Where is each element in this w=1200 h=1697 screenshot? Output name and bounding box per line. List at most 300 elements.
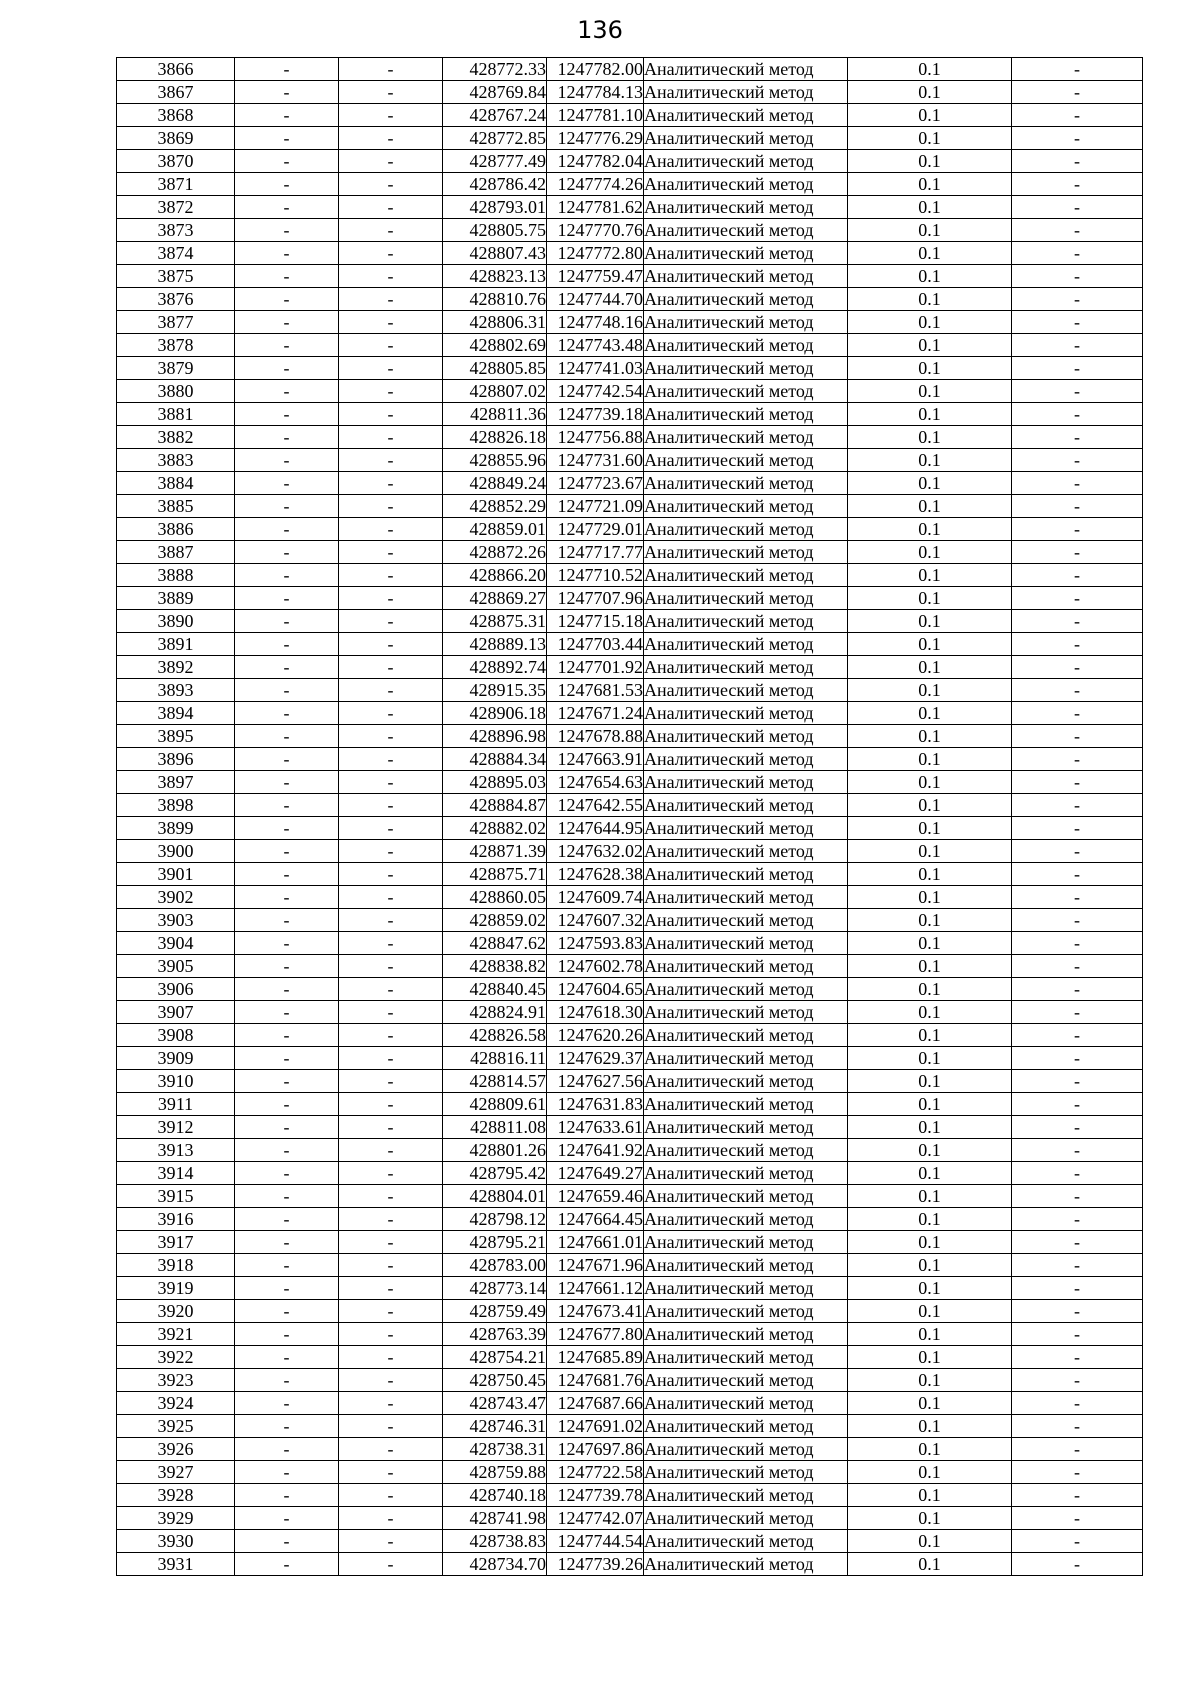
point-number: 3873 bbox=[117, 219, 235, 242]
dash-cell-2: - bbox=[339, 1369, 443, 1392]
dash-cell-3: - bbox=[1012, 1300, 1143, 1323]
accuracy: 0.1 bbox=[848, 219, 1012, 242]
dash-cell-1: - bbox=[235, 1093, 339, 1116]
dash-cell-1: - bbox=[235, 978, 339, 1001]
dash-cell-1: - bbox=[235, 541, 339, 564]
point-number: 3931 bbox=[117, 1553, 235, 1576]
dash-cell-2: - bbox=[339, 840, 443, 863]
dash-cell-3: - bbox=[1012, 679, 1143, 702]
method: Аналитический метод bbox=[644, 1484, 848, 1507]
table-row bbox=[117, 840, 1143, 863]
table-row bbox=[117, 564, 1143, 587]
dash-cell-3: - bbox=[1012, 610, 1143, 633]
dash-cell-3: - bbox=[1012, 1277, 1143, 1300]
dash-cell-3: - bbox=[1012, 1438, 1143, 1461]
dash-cell-2: - bbox=[339, 633, 443, 656]
dash-cell-2: - bbox=[339, 81, 443, 104]
x-coordinate: 428875.31 bbox=[443, 610, 547, 633]
dash-cell-1: - bbox=[235, 449, 339, 472]
x-coordinate: 428852.29 bbox=[443, 495, 547, 518]
table-row bbox=[117, 426, 1143, 449]
x-coordinate: 428795.21 bbox=[443, 1231, 547, 1254]
x-coordinate: 428754.21 bbox=[443, 1346, 547, 1369]
method: Аналитический метод bbox=[644, 127, 848, 150]
x-coordinate: 428869.27 bbox=[443, 587, 547, 610]
dash-cell-2: - bbox=[339, 58, 443, 81]
point-number: 3895 bbox=[117, 725, 235, 748]
dash-cell-3: - bbox=[1012, 886, 1143, 909]
y-coordinate: 1247664.45 bbox=[547, 1208, 644, 1231]
dash-cell-2: - bbox=[339, 702, 443, 725]
y-coordinate: 1247681.53 bbox=[547, 679, 644, 702]
point-number: 3911 bbox=[117, 1093, 235, 1116]
dash-cell-3: - bbox=[1012, 357, 1143, 380]
dash-cell-2: - bbox=[339, 1162, 443, 1185]
dash-cell-3: - bbox=[1012, 541, 1143, 564]
point-number: 3919 bbox=[117, 1277, 235, 1300]
y-coordinate: 1247723.67 bbox=[547, 472, 644, 495]
x-coordinate: 428889.13 bbox=[443, 633, 547, 656]
y-coordinate: 1247742.07 bbox=[547, 1507, 644, 1530]
point-number: 3874 bbox=[117, 242, 235, 265]
dash-cell-1: - bbox=[235, 1415, 339, 1438]
table-row bbox=[117, 1392, 1143, 1415]
dash-cell-1: - bbox=[235, 1208, 339, 1231]
method: Аналитический метод bbox=[644, 932, 848, 955]
point-number: 3887 bbox=[117, 541, 235, 564]
point-number: 3926 bbox=[117, 1438, 235, 1461]
dash-cell-1: - bbox=[235, 932, 339, 955]
dash-cell-1: - bbox=[235, 955, 339, 978]
accuracy: 0.1 bbox=[848, 403, 1012, 426]
dash-cell-3: - bbox=[1012, 978, 1143, 1001]
x-coordinate: 428892.74 bbox=[443, 656, 547, 679]
table-row bbox=[117, 1438, 1143, 1461]
y-coordinate: 1247628.38 bbox=[547, 863, 644, 886]
dash-cell-1: - bbox=[235, 1300, 339, 1323]
x-coordinate: 428759.49 bbox=[443, 1300, 547, 1323]
y-coordinate: 1247710.52 bbox=[547, 564, 644, 587]
x-coordinate: 428798.12 bbox=[443, 1208, 547, 1231]
dash-cell-2: - bbox=[339, 1484, 443, 1507]
dash-cell-2: - bbox=[339, 794, 443, 817]
x-coordinate: 428805.85 bbox=[443, 357, 547, 380]
point-number: 3913 bbox=[117, 1139, 235, 1162]
point-number: 3900 bbox=[117, 840, 235, 863]
dash-cell-1: - bbox=[235, 1231, 339, 1254]
table-row bbox=[117, 1300, 1143, 1323]
x-coordinate: 428840.45 bbox=[443, 978, 547, 1001]
dash-cell-1: - bbox=[235, 311, 339, 334]
table-row bbox=[117, 1323, 1143, 1346]
method: Аналитический метод bbox=[644, 863, 848, 886]
table-row bbox=[117, 403, 1143, 426]
method: Аналитический метод bbox=[644, 242, 848, 265]
dash-cell-1: - bbox=[235, 1162, 339, 1185]
y-coordinate: 1247782.00 bbox=[547, 58, 644, 81]
accuracy: 0.1 bbox=[848, 1346, 1012, 1369]
dash-cell-2: - bbox=[339, 863, 443, 886]
method: Аналитический метод bbox=[644, 1185, 848, 1208]
x-coordinate: 428805.75 bbox=[443, 219, 547, 242]
accuracy: 0.1 bbox=[848, 1254, 1012, 1277]
table-row bbox=[117, 1461, 1143, 1484]
x-coordinate: 428809.61 bbox=[443, 1093, 547, 1116]
accuracy: 0.1 bbox=[848, 863, 1012, 886]
y-coordinate: 1247602.78 bbox=[547, 955, 644, 978]
dash-cell-1: - bbox=[235, 104, 339, 127]
point-number: 3910 bbox=[117, 1070, 235, 1093]
dash-cell-2: - bbox=[339, 242, 443, 265]
accuracy: 0.1 bbox=[848, 817, 1012, 840]
x-coordinate: 428734.70 bbox=[443, 1553, 547, 1576]
dash-cell-3: - bbox=[1012, 771, 1143, 794]
dash-cell-1: - bbox=[235, 817, 339, 840]
method: Аналитический метод bbox=[644, 1024, 848, 1047]
dash-cell-2: - bbox=[339, 1530, 443, 1553]
coordinates-table bbox=[116, 57, 1143, 1576]
y-coordinate: 1247774.26 bbox=[547, 173, 644, 196]
table-row bbox=[117, 357, 1143, 380]
dash-cell-3: - bbox=[1012, 748, 1143, 771]
method: Аналитический метод bbox=[644, 380, 848, 403]
dash-cell-2: - bbox=[339, 472, 443, 495]
table-row bbox=[117, 219, 1143, 242]
dash-cell-3: - bbox=[1012, 150, 1143, 173]
dash-cell-3: - bbox=[1012, 1461, 1143, 1484]
dash-cell-1: - bbox=[235, 1024, 339, 1047]
accuracy: 0.1 bbox=[848, 81, 1012, 104]
table-row bbox=[117, 1553, 1143, 1576]
table-row bbox=[117, 288, 1143, 311]
dash-cell-3: - bbox=[1012, 426, 1143, 449]
y-coordinate: 1247717.77 bbox=[547, 541, 644, 564]
y-coordinate: 1247627.56 bbox=[547, 1070, 644, 1093]
accuracy: 0.1 bbox=[848, 1553, 1012, 1576]
dash-cell-1: - bbox=[235, 58, 339, 81]
method: Аналитический метод bbox=[644, 81, 848, 104]
dash-cell-2: - bbox=[339, 541, 443, 564]
x-coordinate: 428763.39 bbox=[443, 1323, 547, 1346]
point-number: 3875 bbox=[117, 265, 235, 288]
dash-cell-2: - bbox=[339, 1392, 443, 1415]
table-row bbox=[117, 311, 1143, 334]
accuracy: 0.1 bbox=[848, 357, 1012, 380]
y-coordinate: 1247641.92 bbox=[547, 1139, 644, 1162]
dash-cell-2: - bbox=[339, 1185, 443, 1208]
table-row bbox=[117, 1484, 1143, 1507]
point-number: 3928 bbox=[117, 1484, 235, 1507]
method: Аналитический метод bbox=[644, 748, 848, 771]
point-number: 3884 bbox=[117, 472, 235, 495]
x-coordinate: 428807.43 bbox=[443, 242, 547, 265]
y-coordinate: 1247661.01 bbox=[547, 1231, 644, 1254]
dash-cell-1: - bbox=[235, 173, 339, 196]
y-coordinate: 1247739.26 bbox=[547, 1553, 644, 1576]
dash-cell-1: - bbox=[235, 288, 339, 311]
dash-cell-1: - bbox=[235, 840, 339, 863]
y-coordinate: 1247673.41 bbox=[547, 1300, 644, 1323]
dash-cell-1: - bbox=[235, 679, 339, 702]
table-row bbox=[117, 1530, 1143, 1553]
dash-cell-1: - bbox=[235, 1001, 339, 1024]
method: Аналитический метод bbox=[644, 1070, 848, 1093]
dash-cell-1: - bbox=[235, 1369, 339, 1392]
point-number: 3904 bbox=[117, 932, 235, 955]
accuracy: 0.1 bbox=[848, 1507, 1012, 1530]
y-coordinate: 1247632.02 bbox=[547, 840, 644, 863]
dash-cell-3: - bbox=[1012, 840, 1143, 863]
coordinates-table-body bbox=[117, 58, 1143, 1576]
x-coordinate: 428859.02 bbox=[443, 909, 547, 932]
method: Аналитический метод bbox=[644, 702, 848, 725]
point-number: 3871 bbox=[117, 173, 235, 196]
accuracy: 0.1 bbox=[848, 265, 1012, 288]
x-coordinate: 428772.85 bbox=[443, 127, 547, 150]
x-coordinate: 428750.45 bbox=[443, 1369, 547, 1392]
table-row bbox=[117, 610, 1143, 633]
accuracy: 0.1 bbox=[848, 242, 1012, 265]
method: Аналитический метод bbox=[644, 633, 848, 656]
dash-cell-3: - bbox=[1012, 955, 1143, 978]
dash-cell-2: - bbox=[339, 495, 443, 518]
dash-cell-2: - bbox=[339, 1139, 443, 1162]
y-coordinate: 1247671.96 bbox=[547, 1254, 644, 1277]
dash-cell-3: - bbox=[1012, 1047, 1143, 1070]
dash-cell-3: - bbox=[1012, 725, 1143, 748]
dash-cell-1: - bbox=[235, 1277, 339, 1300]
dash-cell-1: - bbox=[235, 610, 339, 633]
table-row bbox=[117, 1208, 1143, 1231]
method: Аналитический метод bbox=[644, 1254, 848, 1277]
x-coordinate: 428783.00 bbox=[443, 1254, 547, 1277]
x-coordinate: 428855.96 bbox=[443, 449, 547, 472]
dash-cell-1: - bbox=[235, 564, 339, 587]
x-coordinate: 428801.26 bbox=[443, 1139, 547, 1162]
point-number: 3891 bbox=[117, 633, 235, 656]
method: Аналитический метод bbox=[644, 219, 848, 242]
table-row bbox=[117, 1093, 1143, 1116]
x-coordinate: 428811.36 bbox=[443, 403, 547, 426]
x-coordinate: 428804.01 bbox=[443, 1185, 547, 1208]
method: Аналитический метод bbox=[644, 357, 848, 380]
dash-cell-3: - bbox=[1012, 817, 1143, 840]
dash-cell-3: - bbox=[1012, 909, 1143, 932]
accuracy: 0.1 bbox=[848, 495, 1012, 518]
dash-cell-2: - bbox=[339, 150, 443, 173]
dash-cell-3: - bbox=[1012, 1139, 1143, 1162]
point-number: 3886 bbox=[117, 518, 235, 541]
method: Аналитический метод bbox=[644, 1530, 848, 1553]
accuracy: 0.1 bbox=[848, 748, 1012, 771]
dash-cell-1: - bbox=[235, 472, 339, 495]
accuracy: 0.1 bbox=[848, 426, 1012, 449]
method: Аналитический метод bbox=[644, 1323, 848, 1346]
y-coordinate: 1247770.76 bbox=[547, 219, 644, 242]
table-row bbox=[117, 932, 1143, 955]
dash-cell-3: - bbox=[1012, 1185, 1143, 1208]
accuracy: 0.1 bbox=[848, 633, 1012, 656]
table-row bbox=[117, 1185, 1143, 1208]
table-row bbox=[117, 1001, 1143, 1024]
accuracy: 0.1 bbox=[848, 610, 1012, 633]
method: Аналитический метод bbox=[644, 1415, 848, 1438]
dash-cell-1: - bbox=[235, 426, 339, 449]
table-row bbox=[117, 58, 1143, 81]
table-row bbox=[117, 587, 1143, 610]
dash-cell-3: - bbox=[1012, 633, 1143, 656]
y-coordinate: 1247663.91 bbox=[547, 748, 644, 771]
dash-cell-2: - bbox=[339, 679, 443, 702]
dash-cell-2: - bbox=[339, 1047, 443, 1070]
dash-cell-2: - bbox=[339, 932, 443, 955]
dash-cell-2: - bbox=[339, 564, 443, 587]
x-coordinate: 428807.02 bbox=[443, 380, 547, 403]
y-coordinate: 1247607.32 bbox=[547, 909, 644, 932]
x-coordinate: 428773.14 bbox=[443, 1277, 547, 1300]
method: Аналитический метод bbox=[644, 1461, 848, 1484]
table-row bbox=[117, 955, 1143, 978]
x-coordinate: 428738.83 bbox=[443, 1530, 547, 1553]
method: Аналитический метод bbox=[644, 449, 848, 472]
dash-cell-2: - bbox=[339, 449, 443, 472]
dash-cell-2: - bbox=[339, 196, 443, 219]
method: Аналитический метод bbox=[644, 1277, 848, 1300]
dash-cell-2: - bbox=[339, 1070, 443, 1093]
table-row bbox=[117, 1507, 1143, 1530]
x-coordinate: 428777.49 bbox=[443, 150, 547, 173]
y-coordinate: 1247691.02 bbox=[547, 1415, 644, 1438]
y-coordinate: 1247604.65 bbox=[547, 978, 644, 1001]
accuracy: 0.1 bbox=[848, 380, 1012, 403]
y-coordinate: 1247739.78 bbox=[547, 1484, 644, 1507]
table-row bbox=[117, 1231, 1143, 1254]
point-number: 3898 bbox=[117, 794, 235, 817]
dash-cell-3: - bbox=[1012, 1208, 1143, 1231]
point-number: 3908 bbox=[117, 1024, 235, 1047]
y-coordinate: 1247631.83 bbox=[547, 1093, 644, 1116]
table-row bbox=[117, 196, 1143, 219]
method: Аналитический метод bbox=[644, 1001, 848, 1024]
method: Аналитический метод bbox=[644, 265, 848, 288]
x-coordinate: 428915.35 bbox=[443, 679, 547, 702]
dash-cell-3: - bbox=[1012, 219, 1143, 242]
point-number: 3924 bbox=[117, 1392, 235, 1415]
dash-cell-1: - bbox=[235, 1438, 339, 1461]
dash-cell-3: - bbox=[1012, 265, 1143, 288]
dash-cell-1: - bbox=[235, 702, 339, 725]
point-number: 3906 bbox=[117, 978, 235, 1001]
method: Аналитический метод bbox=[644, 472, 848, 495]
dash-cell-2: - bbox=[339, 104, 443, 127]
accuracy: 0.1 bbox=[848, 104, 1012, 127]
method: Аналитический метод bbox=[644, 518, 848, 541]
method: Аналитический метод bbox=[644, 564, 848, 587]
y-coordinate: 1247703.44 bbox=[547, 633, 644, 656]
dash-cell-3: - bbox=[1012, 127, 1143, 150]
dash-cell-3: - bbox=[1012, 311, 1143, 334]
x-coordinate: 428767.24 bbox=[443, 104, 547, 127]
point-number: 3921 bbox=[117, 1323, 235, 1346]
y-coordinate: 1247729.01 bbox=[547, 518, 644, 541]
x-coordinate: 428772.33 bbox=[443, 58, 547, 81]
dash-cell-2: - bbox=[339, 978, 443, 1001]
dash-cell-1: - bbox=[235, 357, 339, 380]
point-number: 3867 bbox=[117, 81, 235, 104]
dash-cell-2: - bbox=[339, 1461, 443, 1484]
accuracy: 0.1 bbox=[848, 1461, 1012, 1484]
method: Аналитический метод bbox=[644, 403, 848, 426]
point-number: 3894 bbox=[117, 702, 235, 725]
table-row bbox=[117, 472, 1143, 495]
method: Аналитический метод bbox=[644, 311, 848, 334]
accuracy: 0.1 bbox=[848, 127, 1012, 150]
accuracy: 0.1 bbox=[848, 725, 1012, 748]
dash-cell-3: - bbox=[1012, 1530, 1143, 1553]
y-coordinate: 1247654.63 bbox=[547, 771, 644, 794]
accuracy: 0.1 bbox=[848, 1024, 1012, 1047]
y-coordinate: 1247677.80 bbox=[547, 1323, 644, 1346]
dash-cell-2: - bbox=[339, 1231, 443, 1254]
dash-cell-3: - bbox=[1012, 1392, 1143, 1415]
dash-cell-1: - bbox=[235, 1484, 339, 1507]
point-number: 3880 bbox=[117, 380, 235, 403]
method: Аналитический метод bbox=[644, 1507, 848, 1530]
dash-cell-3: - bbox=[1012, 1116, 1143, 1139]
x-coordinate: 428740.18 bbox=[443, 1484, 547, 1507]
point-number: 3909 bbox=[117, 1047, 235, 1070]
method: Аналитический метод bbox=[644, 909, 848, 932]
accuracy: 0.1 bbox=[848, 840, 1012, 863]
dash-cell-2: - bbox=[339, 656, 443, 679]
y-coordinate: 1247739.18 bbox=[547, 403, 644, 426]
dash-cell-1: - bbox=[235, 219, 339, 242]
point-number: 3912 bbox=[117, 1116, 235, 1139]
table-row bbox=[117, 794, 1143, 817]
accuracy: 0.1 bbox=[848, 932, 1012, 955]
method: Аналитический метод bbox=[644, 886, 848, 909]
point-number: 3879 bbox=[117, 357, 235, 380]
point-number: 3914 bbox=[117, 1162, 235, 1185]
point-number: 3890 bbox=[117, 610, 235, 633]
x-coordinate: 428860.05 bbox=[443, 886, 547, 909]
point-number: 3902 bbox=[117, 886, 235, 909]
accuracy: 0.1 bbox=[848, 1484, 1012, 1507]
accuracy: 0.1 bbox=[848, 449, 1012, 472]
y-coordinate: 1247620.26 bbox=[547, 1024, 644, 1047]
dash-cell-3: - bbox=[1012, 1070, 1143, 1093]
dash-cell-1: - bbox=[235, 1070, 339, 1093]
point-number: 3901 bbox=[117, 863, 235, 886]
point-number: 3925 bbox=[117, 1415, 235, 1438]
dash-cell-2: - bbox=[339, 334, 443, 357]
y-coordinate: 1247707.96 bbox=[547, 587, 644, 610]
dash-cell-2: - bbox=[339, 1346, 443, 1369]
dash-cell-3: - bbox=[1012, 656, 1143, 679]
method: Аналитический метод bbox=[644, 587, 848, 610]
x-coordinate: 428884.87 bbox=[443, 794, 547, 817]
dash-cell-3: - bbox=[1012, 1484, 1143, 1507]
dash-cell-3: - bbox=[1012, 288, 1143, 311]
x-coordinate: 428795.42 bbox=[443, 1162, 547, 1185]
table-row bbox=[117, 1047, 1143, 1070]
dash-cell-1: - bbox=[235, 1254, 339, 1277]
y-coordinate: 1247744.54 bbox=[547, 1530, 644, 1553]
y-coordinate: 1247678.88 bbox=[547, 725, 644, 748]
dash-cell-2: - bbox=[339, 518, 443, 541]
accuracy: 0.1 bbox=[848, 518, 1012, 541]
dash-cell-2: - bbox=[339, 1024, 443, 1047]
